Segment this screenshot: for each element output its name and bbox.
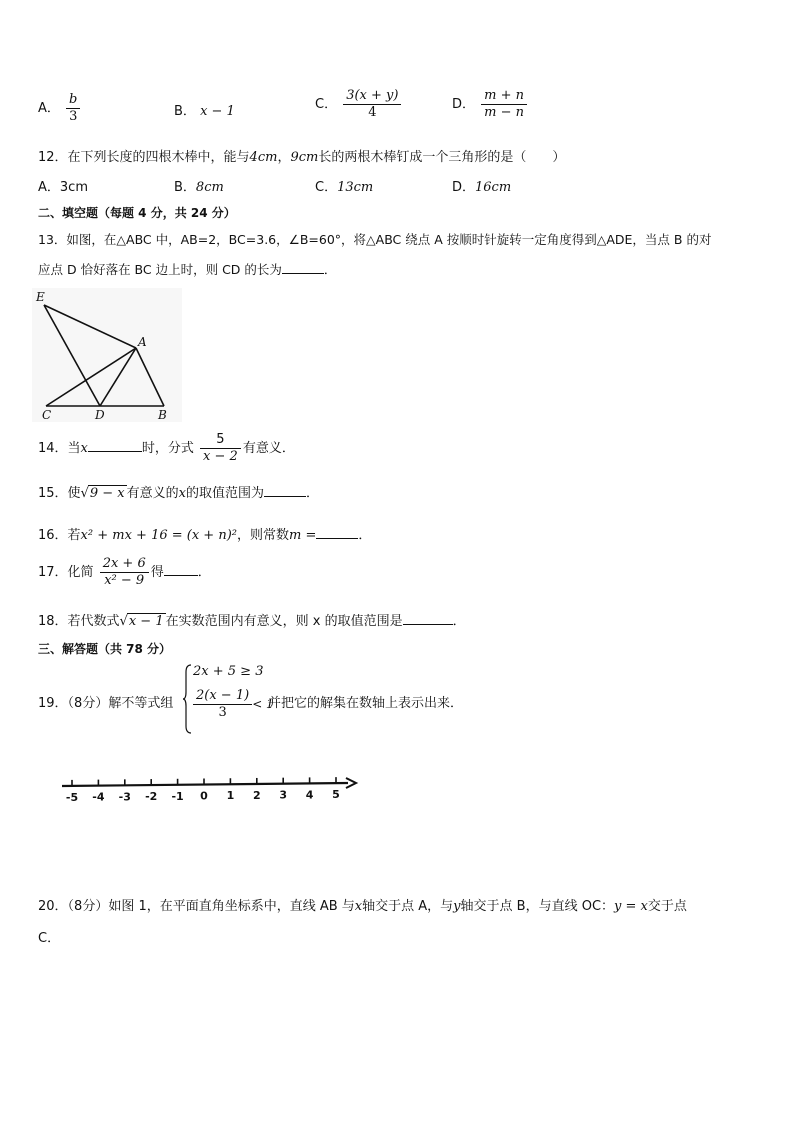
number-line-label: 4 [305,788,314,802]
q11-option-a [38,92,82,125]
q20-line2: C． [38,931,61,946]
q19-pre: 19．（8分）解不等式组 [38,696,174,711]
number-line-label: 1 [226,789,235,803]
number-line-label: -5 [65,790,79,804]
q12-len2: 9cm [290,150,319,165]
brace-icon [183,664,193,734]
number-line-label: -4 [92,790,105,804]
triangle-rotation-figure [32,288,182,422]
number-line-label: 2 [252,788,261,802]
q13-line2: 应点 D 恰好落在 BC 边上时，则 CD 的长为 ． [38,262,337,277]
label-B: B [158,408,167,422]
q17-fraction: $\frac{2x + 6}{\text{x² − 9}}$ [100,556,149,589]
q11-c-label: C． [315,97,338,112]
q18-radical: √x − 1 [119,614,164,629]
q19-ineq1: 2x + 5 ≥ 3 [193,664,264,679]
q13-answer-blank [282,261,324,274]
q17-answer-blank [164,563,198,576]
q14: 14．当x 时，分式 $\frac{5}{x - 2}$ 有意义． [38,432,295,464]
q11-a-fraction: $\frac{b}{3}$ [66,92,80,125]
q11-c-fraction: $\frac{3(x + y)}{4}$ [343,88,401,121]
q13-line1: 13．如图，在△ABC 中，AB=2，BC=3.6，∠B=60°，将△ABC 绕点 A 按顺时针旋转一定角度得到△ADE，当点 B 的对 [38,232,712,247]
q12-option-d: D．16cm [452,180,512,195]
q18: 18．若代数式√x − 1 在实数范围内有意义，则 x 的取值范围是 ． [38,614,466,629]
q11-a-label: A． [38,101,60,116]
number-line [60,770,360,810]
number-line-svg [60,770,360,810]
q11-options [38,88,598,128]
number-line-axis [62,783,348,786]
label-E: E [36,290,45,304]
number-line-label: -1 [171,789,184,803]
q11-option-b [174,100,235,119]
section-fill-in-heading: 二、填空题（每题 4 分，共 24 分） [38,206,236,220]
q11-b-expr: x − 1 [200,104,235,119]
q19-system [183,662,273,736]
q12-option-c: C．13cm [315,180,374,195]
q19-post: 并把它的解集在数轴上表示出来． [268,696,464,711]
q12-option-a: A．3cm [38,180,88,195]
label-A: A [138,335,147,349]
q18-answer-blank [403,612,453,625]
section-solve-heading: 三、解答题（共 78 分） [38,642,172,656]
q15-radical: √9 − x [80,486,125,501]
q16-answer-blank [316,526,358,539]
number-line-label: -3 [118,790,131,804]
q17: 17．化简 $\frac{2x + 6}{\text{x² − 9}}$ 得 ． [38,556,211,588]
q11-b-label: B． [174,104,196,119]
q11-d-fraction: $\frac{m + n}{m - n}$ [481,88,527,121]
q16: 16．若x² + mx + 16 = (x + n)²，则常数m = ． [38,528,372,543]
q15-answer-blank [264,484,306,497]
label-C: C [42,408,52,422]
q12-options [38,176,598,196]
q19-ineq2: $\frac{2(x - 1)}{3}$ < 1 [193,688,274,721]
number-line-label: 0 [200,789,208,803]
q20-line1: 20．（8分）如图 1，在平面直角坐标系中，直线 AB 与x轴交于点 A，与y轴交于点 B，与直线 OC：y = x交于点 [38,899,687,914]
q11-option-d [452,88,529,121]
number-line-label: -2 [145,790,158,804]
q13-figure [32,288,182,422]
q14-answer-blank [88,439,142,452]
number-line-label: 5 [332,788,340,802]
q12-option-b: B．8cm [174,180,224,195]
q11-d-label: D． [452,97,476,112]
q15: 15．使√9 − x 有意义的x的取值范围为 ． [38,486,319,501]
q14-fraction: $\frac{5}{x - 2}$ [200,432,241,465]
q12-stem: 12．在下列长度的四根木棒中，能与4cm，9cm长的两根木棒钉成一个三角形的是（ ） [38,150,566,165]
label-D: D [95,408,105,422]
q11-option-c [315,88,403,121]
number-line-label: 3 [279,788,288,802]
q12-len1: 4cm [249,150,278,165]
